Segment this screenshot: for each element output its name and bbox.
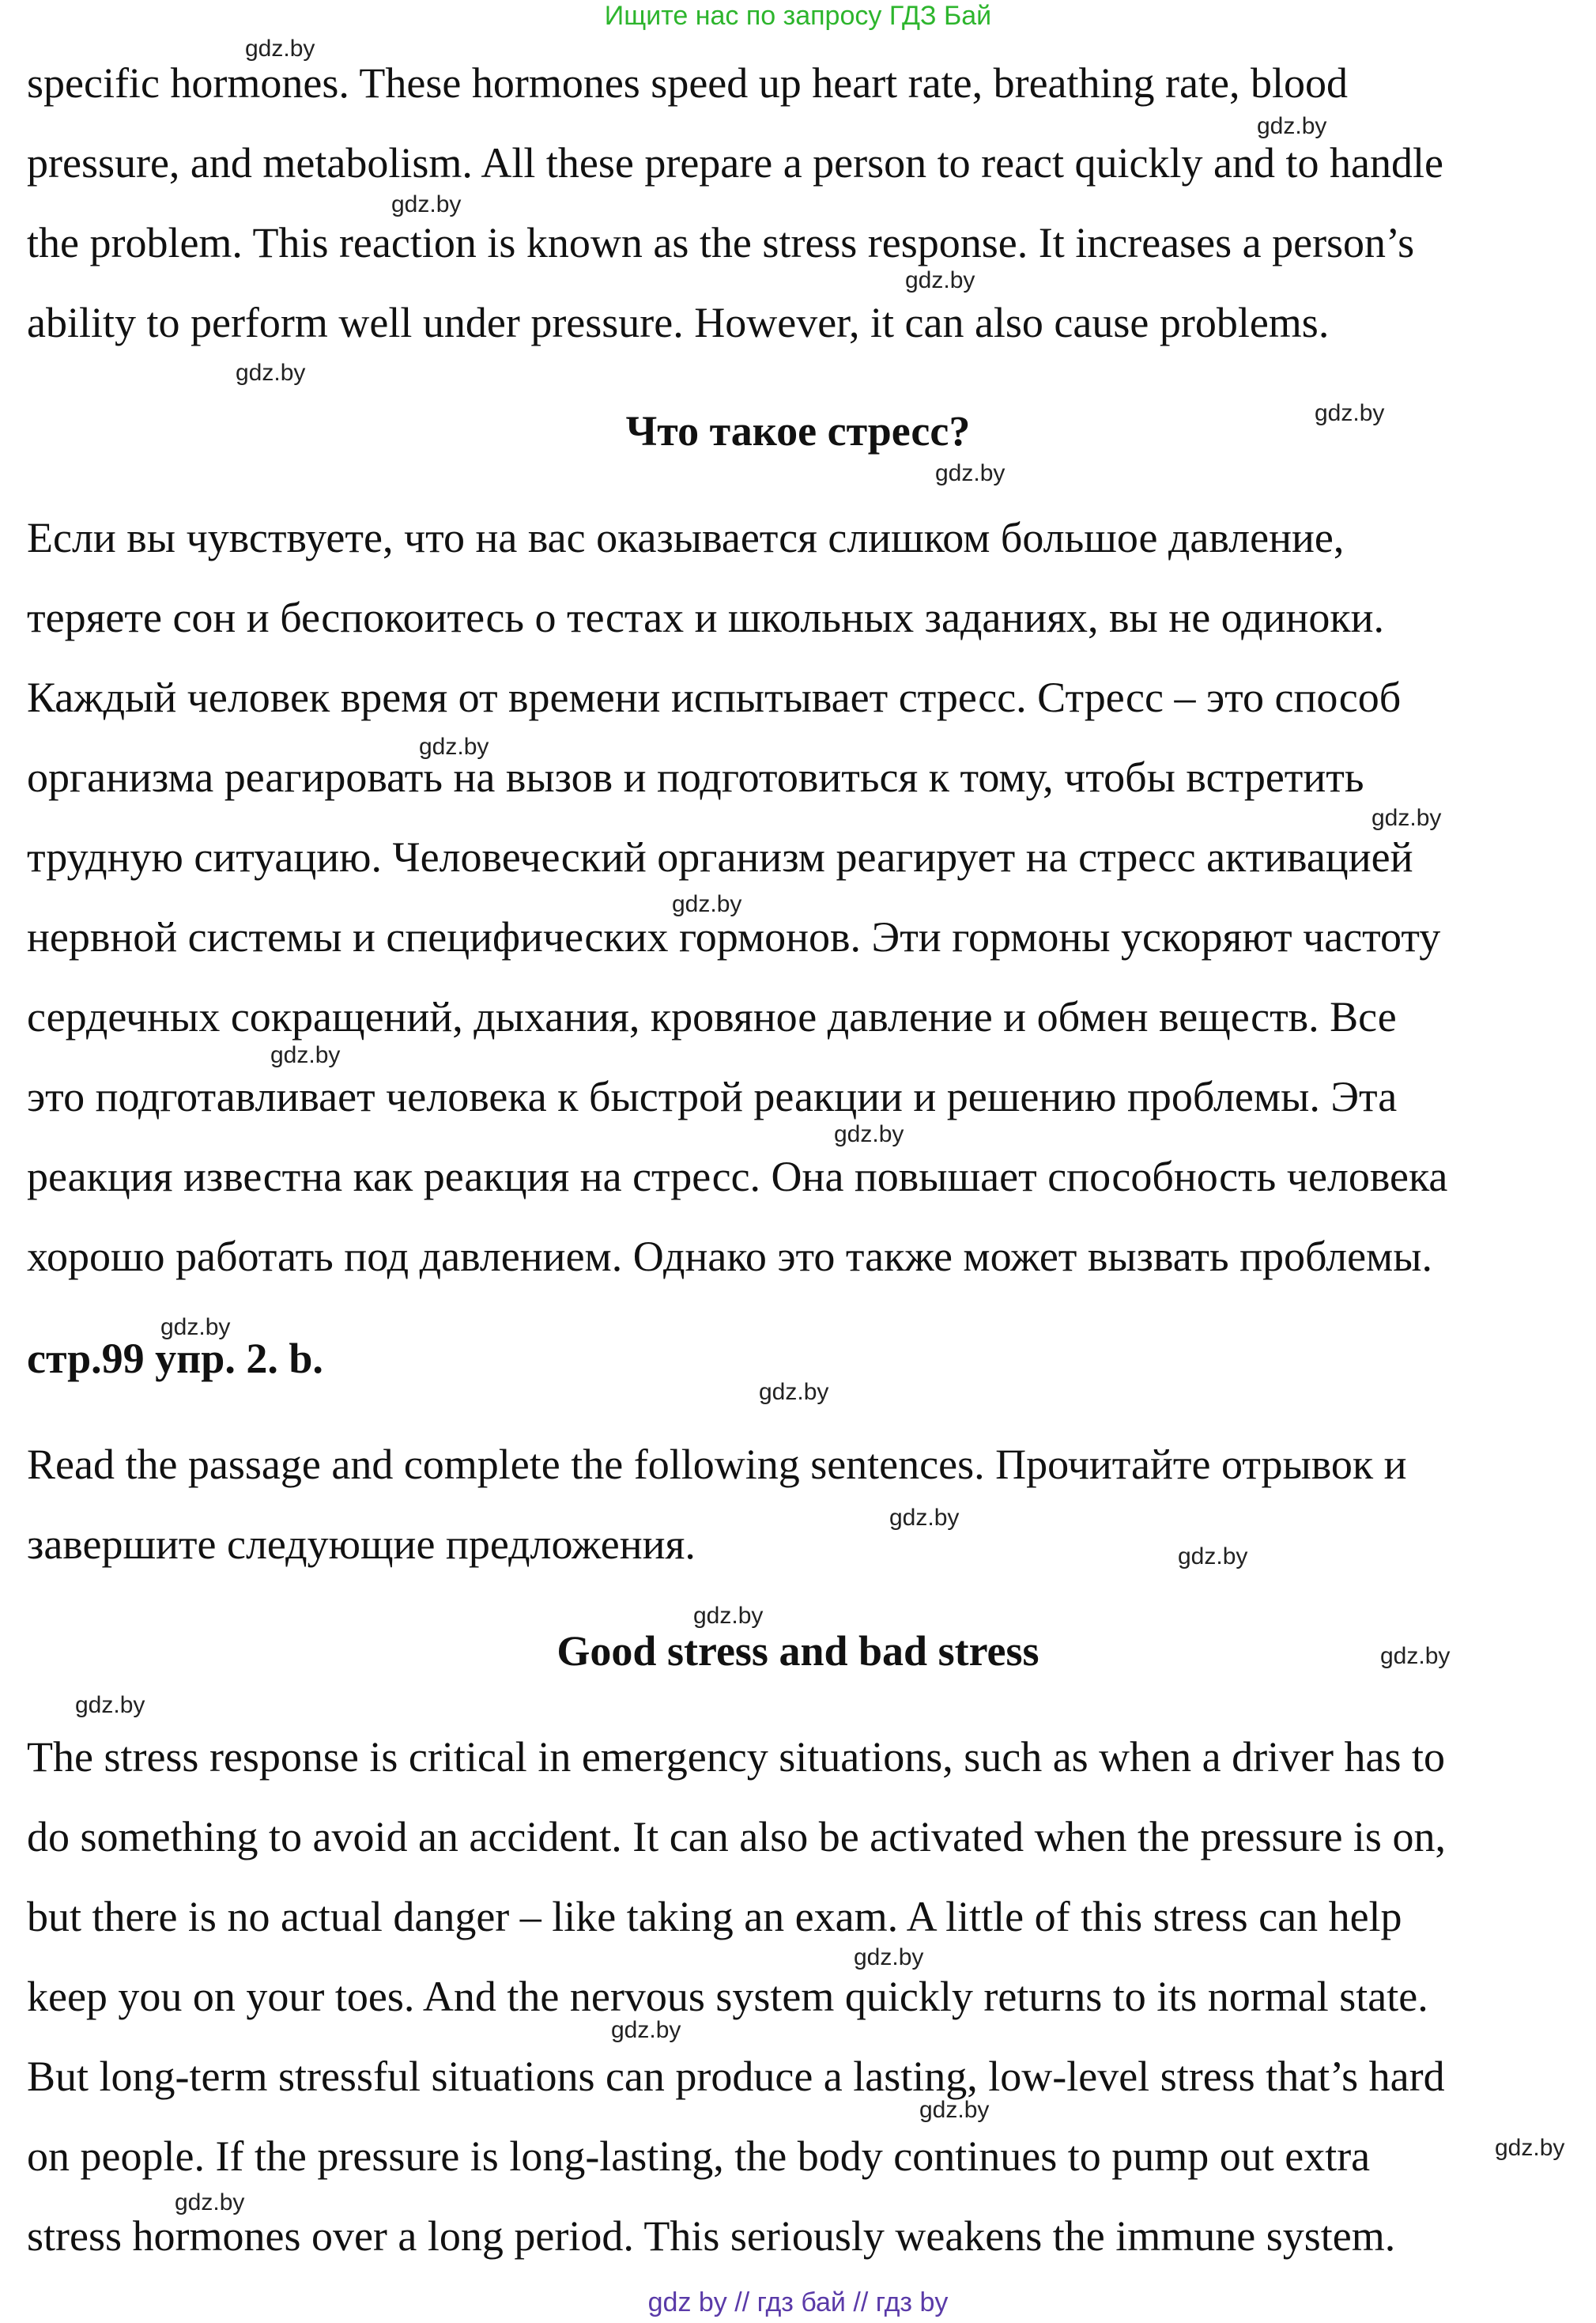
heading-good-and-bad-stress: Good stress and bad stress [557, 1627, 1039, 1675]
watermark: gdz.by [175, 2189, 245, 2215]
watermark: gdz.by [1380, 1643, 1451, 1669]
watermark: gdz.by [889, 1505, 960, 1531]
watermark: gdz.by [1178, 1543, 1248, 1569]
text-line: stress hormones over a long period. This seriously weakens the immune system. [27, 2212, 1396, 2260]
search-hint-link[interactable]: Ищите нас по запросу ГДЗ Бай [604, 1, 992, 31]
watermark: gdz.by [1372, 805, 1442, 831]
watermark: gdz.by [270, 1042, 341, 1068]
text-line: the problem. This reaction is known as the stress response. It increases a person’s [27, 219, 1415, 266]
watermark: gdz.by [1315, 400, 1385, 426]
watermark: gdz.by [834, 1121, 904, 1147]
watermark: gdz.by [611, 2017, 681, 2043]
text-line: теряете сон и беспокоитесь о тестах и школьных заданиях, вы не одиноки. [27, 594, 1385, 641]
watermark: gdz.by [160, 1314, 231, 1340]
text-line: but there is no actual danger – like taking an exam. A little of this stress can help [27, 1893, 1402, 1940]
watermark: gdz.by [854, 1944, 924, 1970]
text-line: завершите следующие предложения. [27, 1520, 696, 1568]
watermark: gdz.by [759, 1379, 829, 1405]
text-line: Read the passage and complete the following sentences. Прочитайте отрывок и [27, 1441, 1407, 1488]
watermark: gdz.by [935, 460, 1006, 486]
text-line: организма реагировать на вызов и подготовиться к тому, чтобы встретить [27, 754, 1364, 801]
watermark: gdz.by [1495, 2135, 1565, 2161]
text-line: on people. If the pressure is long-lasting, the body continues to pump out extra [27, 2132, 1371, 2180]
text-line: pressure, and metabolism. All these prepare a person to react quickly and to handle [27, 139, 1443, 187]
text-line: трудную ситуацию. Человеческий организм реагирует на стресс активацией [27, 833, 1413, 881]
text-line: do something to avoid an accident. It can also be activated when the pressure is on, [27, 1813, 1446, 1860]
watermark: gdz.by [419, 734, 489, 760]
watermark: gdz.by [905, 267, 975, 293]
exercise-number: стр.99 упр. 2. b. [27, 1335, 323, 1382]
watermark: gdz.by [1257, 113, 1327, 139]
watermark: gdz.by [245, 36, 315, 62]
text-line: Если вы чувствуете, что на вас оказывается слишком большое давление, [27, 514, 1345, 561]
text-line: specific hormones. These hormones speed up heart rate, breathing rate, blood [27, 59, 1348, 107]
watermark: gdz.by [75, 1692, 145, 1718]
text-line: ability to perform well under pressure. However, it can also cause problems. [27, 299, 1330, 346]
text-line: But long-term stressful situations can produce a lasting, low-level stress that’s hard [27, 2053, 1445, 2100]
watermark: gdz.by [919, 2097, 990, 2123]
text-line: хорошо работать под давлением. Однако это также может вызвать проблемы. [27, 1233, 1432, 1280]
text-line: Каждый человек время от времени испытывает стресс. Стресс – это способ [27, 674, 1402, 721]
heading-what-is-stress: Что такое стресс? [625, 407, 971, 455]
watermark: gdz.by [236, 360, 306, 386]
watermark: gdz.by [672, 891, 742, 917]
footer-links[interactable]: gdz by // гдз бай // гдз by [647, 2287, 949, 2317]
watermark: gdz.by [391, 191, 462, 217]
text-line: нервной системы и специфических гормонов. Эти гормоны ускоряют частоту [27, 913, 1441, 961]
text-line: keep you on your toes. And the nervous system quickly returns to its normal state. [27, 1973, 1428, 2020]
text-line: это подготавливает человека к быстрой реакции и решению проблемы. Эта [27, 1073, 1398, 1120]
watermark: gdz.by [693, 1603, 764, 1629]
text-line: The stress response is critical in emergency situations, such as when a driver has to [27, 1733, 1446, 1781]
text-line: реакция известна как реакция на стресс. Она повышает способность человека [27, 1153, 1448, 1200]
text-line: сердечных сокращений, дыхания, кровяное давление и обмен веществ. Все [27, 993, 1397, 1041]
